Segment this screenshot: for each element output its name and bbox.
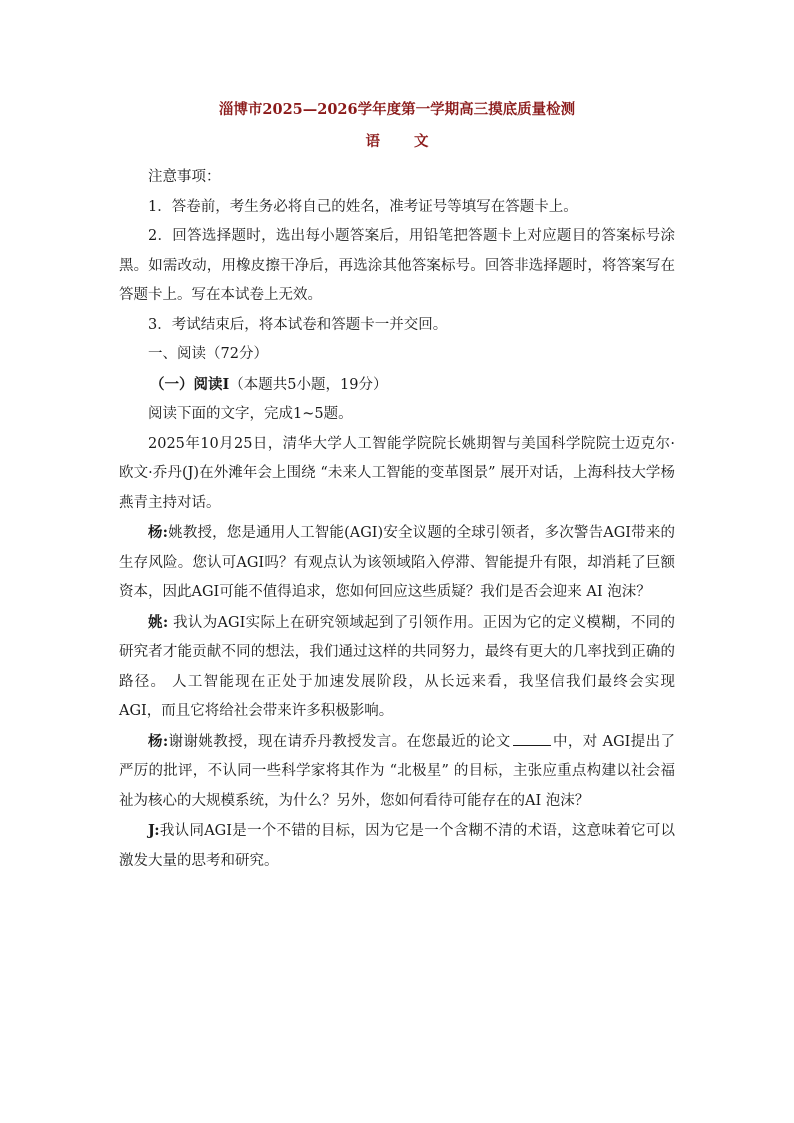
- dialogue-text: 我认同AGI是一个不错的目标，因为它是一个含糊不清的术语，这意味着它可以激发大量的思考和研究。: [119, 823, 675, 869]
- section-instruction: 阅读下面的文字，完成1~5题。: [148, 406, 353, 422]
- section-heading: 一、阅读（72分）: [148, 346, 268, 362]
- speaker-label: 姚:: [148, 613, 169, 631]
- dialogue-text: 姚教授，您是通用人工智能(AGI)安全议题的全球引领者，多次警告AGI带来的生存风险。您认可AGI吗？有观点认为该领域陷入停滞、智能提升有限，却消耗了巨额资本，因此AGI可能不值得追求，您如何回应这些质疑？我们是否会迎来 AI 泡沫？: [119, 525, 675, 600]
- section-subheading: [119, 370, 675, 401]
- section-sub-rest: （本题共5小题，19分）: [229, 376, 388, 393]
- dialogue-turn: [119, 727, 675, 817]
- page-content: [119, 96, 675, 876]
- passage-intro: 2025年10月25日，清华大学人工智能学院院长姚期智与美国科学院院士迈克尔·欧文·乔丹(J)在外滩年会上围绕 “未来人工智能的变革图景” 展开对话，上海科技大学杨燕青主持对话。: [119, 435, 675, 511]
- subject-char-2: 文: [414, 133, 429, 150]
- exam-title: 淄博市2025—2026学年度第一学期高三摸底质量检测: [218, 101, 576, 118]
- dialogue-turn: [119, 816, 675, 876]
- subject-title: [119, 132, 675, 152]
- speaker-label: 杨:: [148, 732, 169, 750]
- fill-in-blank[interactable]: [513, 731, 551, 746]
- notice-item-3: 3．考试结束后，将本试卷和答题卡一并交回。: [148, 316, 448, 333]
- notice-item-1: 1．答卷前，考生务必将自己的姓名，准考证号等填写在答题卡上。: [148, 198, 578, 215]
- dialogue-text: 中，对 AGI提出了严厉的批评，不认同一些科学家将其作为 “北极星” 的目标，主张应重点构建以社会福祉为核心的大规模系统，为什么？另外，您如何看待可能存在的AI 泡沫？: [119, 733, 675, 809]
- dialogue-turn: [119, 518, 675, 608]
- dialogue-text: 谢谢姚教授，现在请乔丹教授发言。在您最近的论文: [168, 733, 511, 750]
- notice-item-2: 2．回答选择题时，选出每小题答案后，用铅笔把答题卡上对应题目的答案标号涂黑。如需改动，用橡皮擦干净后，再选涂其他答案标号。回答非选择题时，将答案写在答题卡上。写在本试卷上无效。: [119, 228, 675, 303]
- subject-char-1: 语: [365, 133, 380, 150]
- speaker-label: 杨:: [148, 524, 169, 541]
- speaker-label: J:: [148, 822, 160, 839]
- dialogue-turn: [119, 608, 675, 727]
- section-sub-bold: （一）阅读Ⅰ: [150, 375, 230, 393]
- dialogue-text: 我认为AGI实际上在研究领域起到了引领作用。正因为它的定义模糊，不同的研究者才能贡献不同的想法，我们通过这样的共同努力，最终有更大的几率找到正确的路径。 人工智能现在正处于加速发展阶段，从长远来看，我坚信我们最终会实现 AGI，而且它将给社会带来许多积极影响。: [119, 614, 675, 719]
- notice-heading: 注意事项：: [148, 169, 221, 185]
